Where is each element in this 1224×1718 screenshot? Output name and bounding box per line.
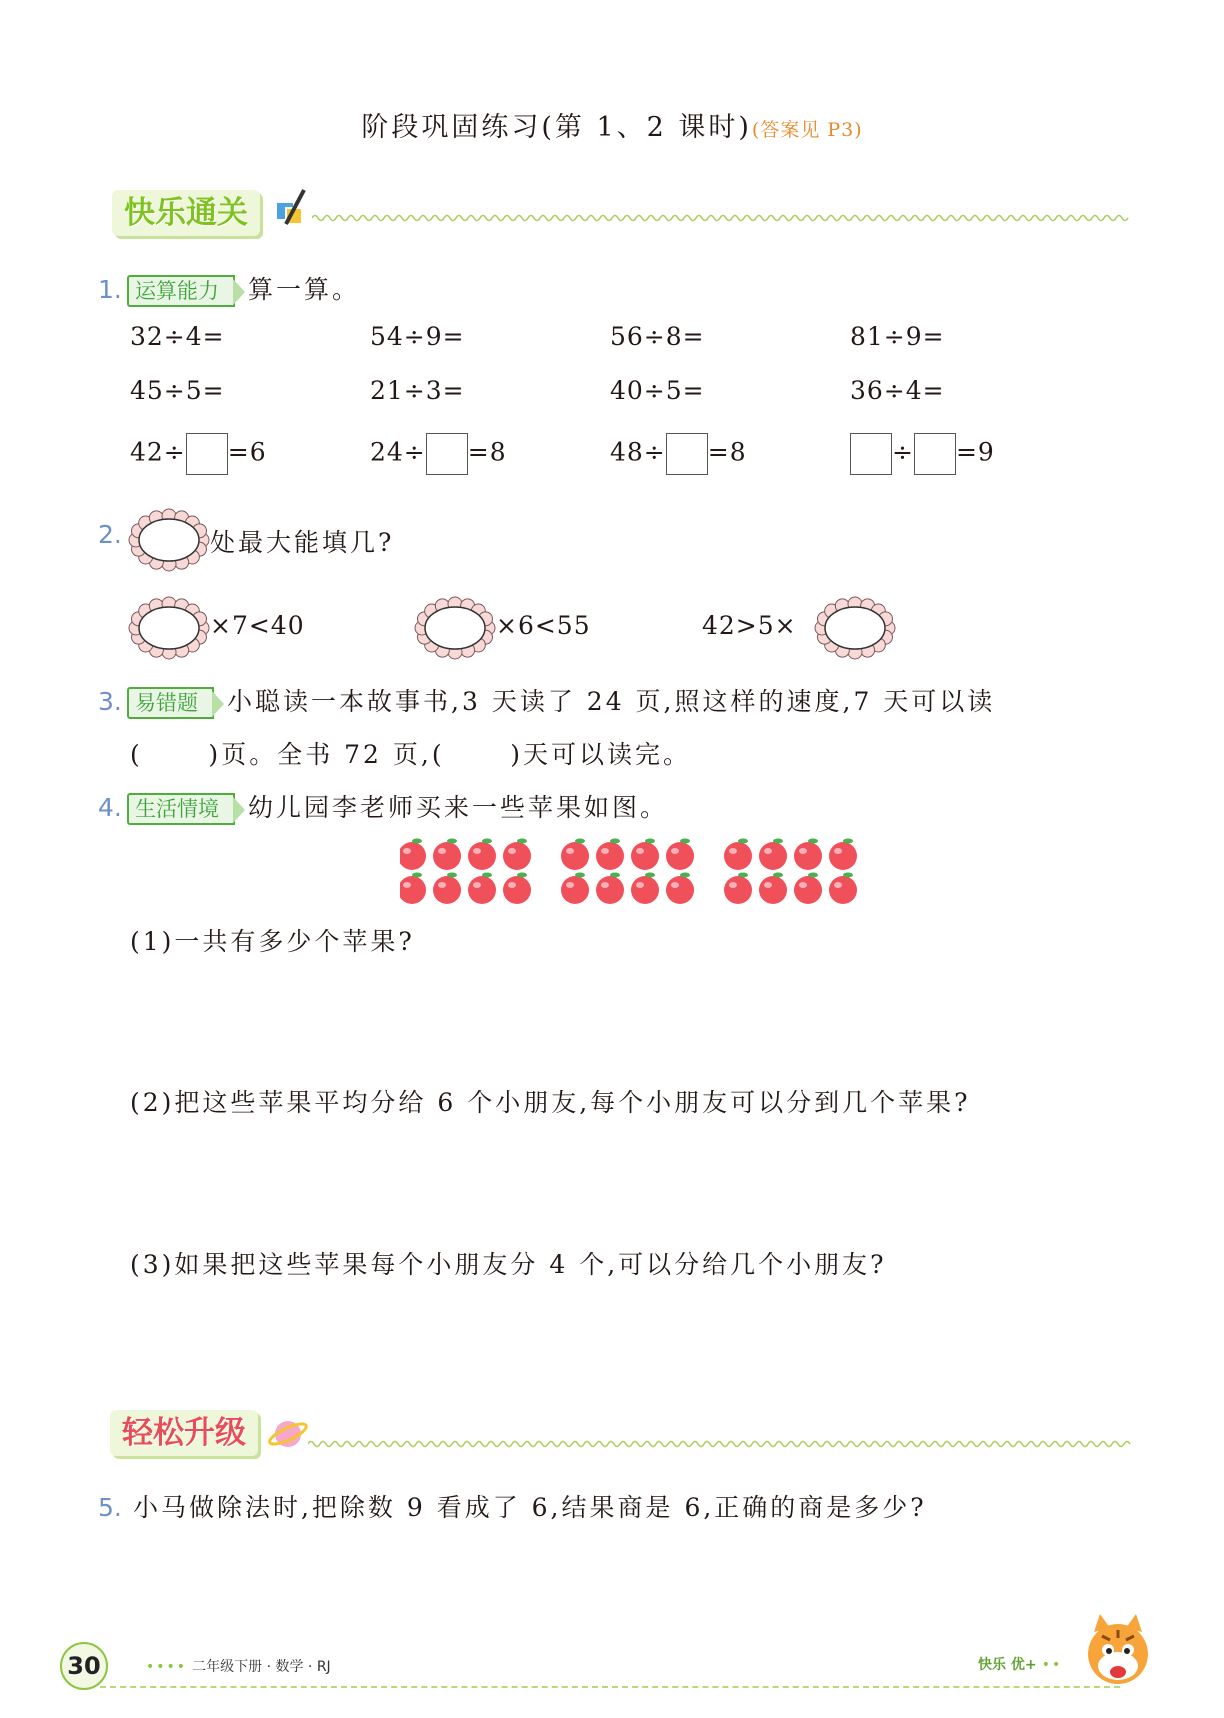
page-title <box>0 105 1224 144</box>
question-text: 小聪读一本故事书,3 天读了 24 页,照这样的速度,7 天可以读 <box>227 687 996 716</box>
apple <box>829 873 857 905</box>
sub-question-3: (3)如果把这些苹果每个小朋友分 4 个,可以分给几个小朋友? <box>130 1250 887 1279</box>
question-text: 幼儿园李老师买来一些苹果如图。 <box>248 793 669 822</box>
section-heading-kuaile <box>112 190 260 236</box>
skill-tag: 易错题 <box>127 687 214 719</box>
skill-tag: 生活情境 <box>127 793 235 825</box>
question-number: 4. <box>98 793 122 822</box>
inequality: ×6<55 <box>496 611 591 640</box>
section-divider-wave <box>308 1438 1132 1450</box>
apple <box>794 873 822 905</box>
question-3 <box>98 682 995 719</box>
apple <box>631 873 659 905</box>
equation: 21÷3= <box>370 376 465 405</box>
flower-center <box>425 607 485 649</box>
planet-icon <box>266 1412 310 1456</box>
fill-equation <box>850 433 995 475</box>
question-number: 1. <box>98 275 122 304</box>
question-2 <box>98 520 122 549</box>
flower-center <box>139 607 199 649</box>
section-heading-qingsong <box>110 1410 258 1456</box>
apple <box>468 839 496 871</box>
apple <box>724 839 752 871</box>
tiger-mascot-icon <box>1080 1610 1156 1694</box>
equation-part: 24÷ <box>370 437 426 467</box>
apple <box>503 839 531 871</box>
pencil-cube-icon <box>272 186 312 232</box>
flower-blank-icon <box>128 508 210 572</box>
fill-equation <box>370 433 507 475</box>
inequality: 42>5× <box>702 611 797 640</box>
equation-part: =9 <box>955 437 995 467</box>
equation: 36÷4= <box>850 376 945 405</box>
equation-part: =8 <box>467 437 507 467</box>
equation: 81÷9= <box>850 322 945 351</box>
section-divider-wave <box>312 212 1132 224</box>
section-heading-label: 轻松升级 <box>122 1415 246 1451</box>
apple <box>759 839 787 871</box>
answer-reference: (答案见 P3) <box>751 119 863 141</box>
question-1 <box>98 270 360 307</box>
apple <box>503 873 531 905</box>
apple <box>596 873 624 905</box>
question-4 <box>98 788 668 825</box>
apple <box>724 873 752 905</box>
answer-box[interactable] <box>850 433 892 475</box>
apple-groups-illustration <box>400 838 880 908</box>
apple <box>794 839 822 871</box>
apple <box>433 873 461 905</box>
question-number: 5. <box>98 1493 122 1522</box>
fill-equation <box>610 433 747 475</box>
answer-box[interactable] <box>426 433 468 475</box>
equation: 32÷4= <box>130 322 225 351</box>
answer-box[interactable] <box>186 433 228 475</box>
equation-part: ÷ <box>892 437 914 467</box>
equation: 45÷5= <box>130 376 225 405</box>
apple <box>596 839 624 871</box>
equation: 40÷5= <box>610 376 705 405</box>
footer-dots: •••• <box>146 1659 188 1675</box>
brand-label: 快乐 优+ <box>978 1657 1037 1673</box>
answer-box[interactable] <box>914 433 956 475</box>
question-number: 3. <box>98 687 122 716</box>
apple <box>829 839 857 871</box>
apple <box>666 839 694 871</box>
footer-book-info <box>146 1656 331 1676</box>
apple <box>631 839 659 871</box>
apple <box>468 873 496 905</box>
apple <box>561 839 589 871</box>
fill-equation <box>130 433 267 475</box>
answer-box[interactable] <box>666 433 708 475</box>
apple <box>759 873 787 905</box>
section-heading-label: 快乐通关 <box>124 195 248 231</box>
equation: 56÷8= <box>610 322 705 351</box>
question-text-line2: ( )页。全书 72 页,( )天可以读完。 <box>130 740 692 769</box>
question-number: 2. <box>98 520 122 549</box>
question-5 <box>98 1488 927 1524</box>
footer-dashed-line <box>100 1686 1120 1688</box>
equation-part: 42÷ <box>130 437 186 467</box>
footer-brand <box>978 1654 1062 1674</box>
sub-question-1: (1)一共有多少个苹果? <box>130 927 415 956</box>
equation-part: =8 <box>707 437 747 467</box>
equation: 54÷9= <box>370 322 465 351</box>
apple <box>561 873 589 905</box>
apple <box>666 873 694 905</box>
flower-center <box>139 519 199 561</box>
title-text: 阶段巩固练习(第 1、2 课时) <box>361 112 752 143</box>
flower-blank-icon[interactable] <box>814 596 896 660</box>
equation-part: 48÷ <box>610 437 666 467</box>
apple <box>433 839 461 871</box>
apple <box>400 839 426 871</box>
apple <box>400 873 426 905</box>
book-label: 二年级下册 · 数学 · RJ <box>192 1659 331 1675</box>
footer-dots: •• <box>1041 1657 1063 1673</box>
inequality: ×7<40 <box>210 611 305 640</box>
flower-center <box>825 607 885 649</box>
question-text: 小马做除法时,把除数 9 看成了 6,结果商是 6,正确的商是多少? <box>132 1493 927 1522</box>
flower-blank-icon[interactable] <box>414 596 496 660</box>
sub-question-2: (2)把这些苹果平均分给 6 个小朋友,每个小朋友可以分到几个苹果? <box>130 1088 971 1117</box>
page-number: 30 <box>60 1642 108 1690</box>
equation-part: =6 <box>227 437 267 467</box>
question-text: 算一算。 <box>248 275 361 304</box>
skill-tag: 运算能力 <box>127 275 235 307</box>
question-text: 处最大能填几? <box>210 528 395 557</box>
flower-blank-icon[interactable] <box>128 596 210 660</box>
